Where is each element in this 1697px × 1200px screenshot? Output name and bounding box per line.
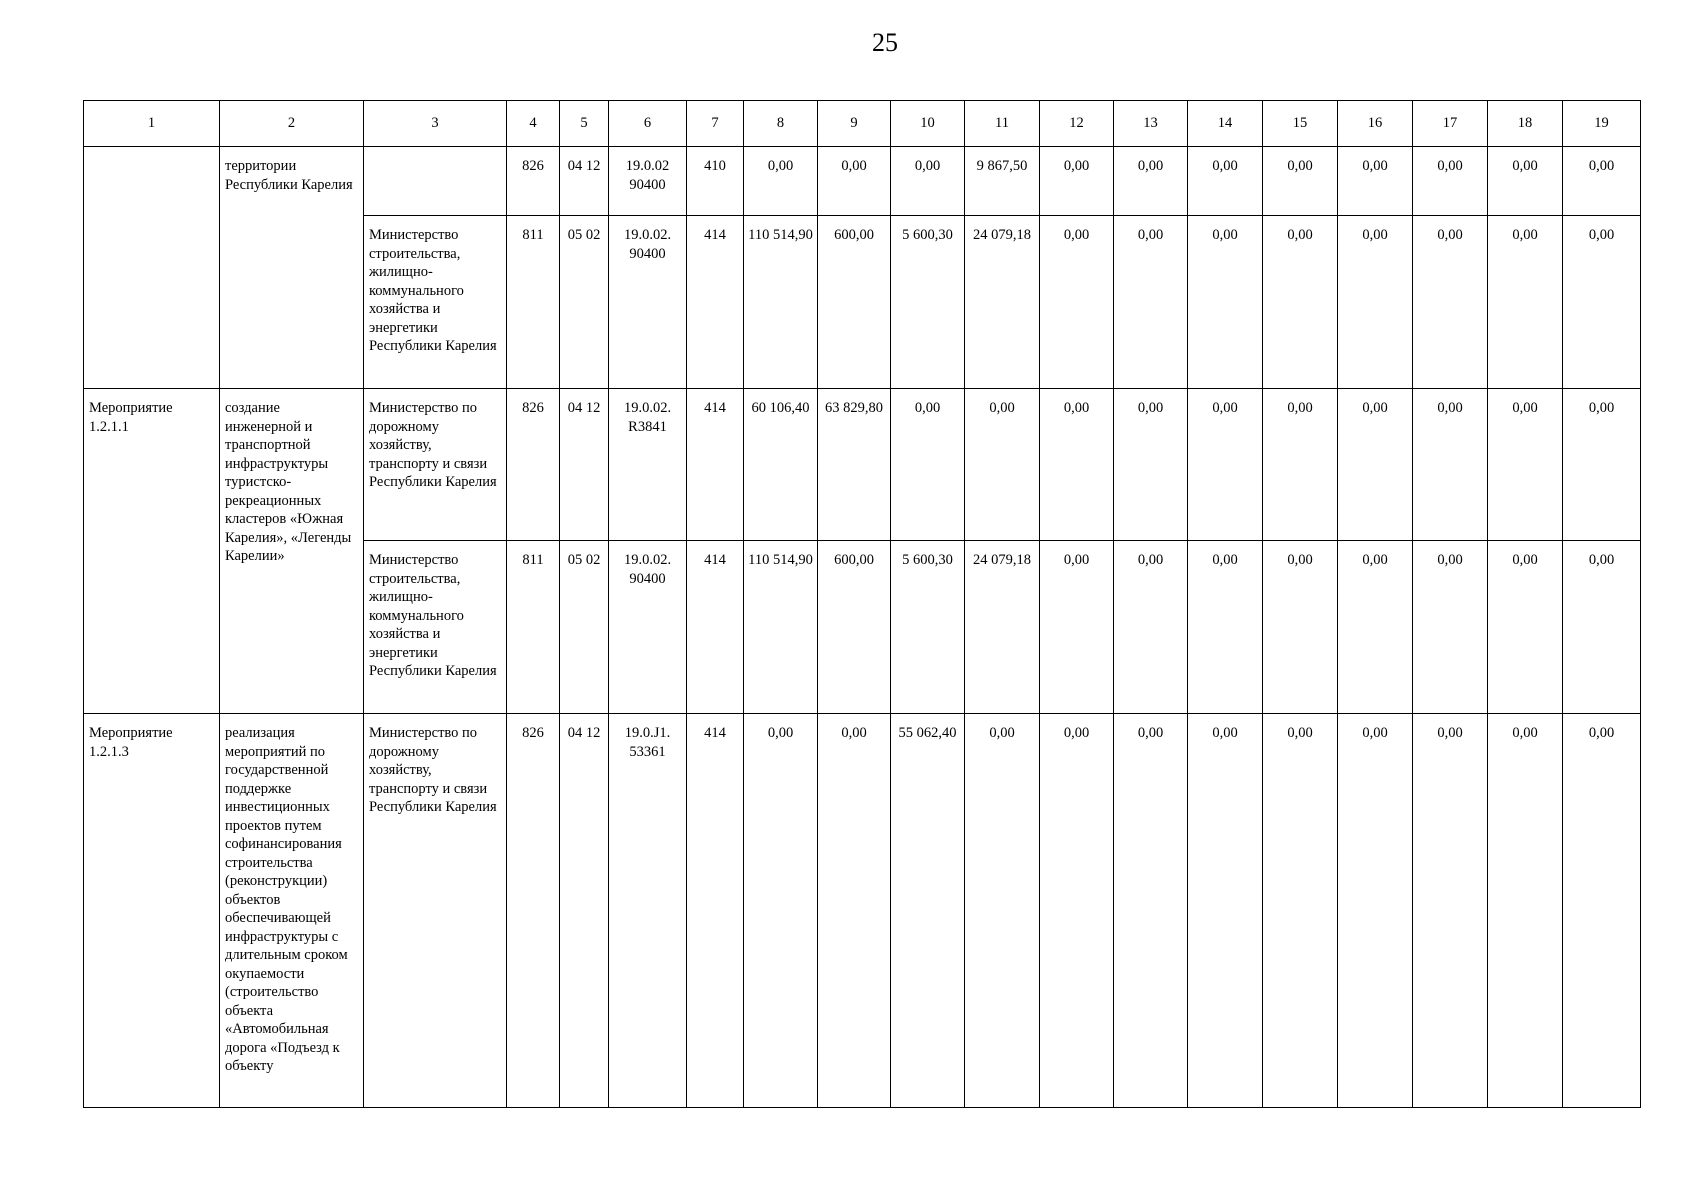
- value-cell: 0,00: [1338, 389, 1413, 541]
- value-cell: 0,00: [965, 714, 1040, 1108]
- header-cell: 12: [1040, 101, 1114, 147]
- value-cell: 0,00: [1114, 389, 1188, 541]
- value-cell: 0,00: [1263, 541, 1338, 714]
- value-cell: 811: [507, 541, 560, 714]
- value-cell: 0,00: [891, 147, 965, 216]
- value-cell: 0,00: [1563, 389, 1641, 541]
- executor-cell: [364, 147, 507, 216]
- value-cell: 19.0.02 90400: [609, 147, 687, 216]
- value-cell: 410: [687, 147, 744, 216]
- value-cell: 0,00: [744, 147, 818, 216]
- description-cell: реализация мероприятий по государственной поддержке инвестиционных проектов путем софинансирования строительства (реконструкции) объектов обеспечивающей инфраструктуры с длительным сроком окупаемости (строительство объекта «Автомобильная дорога «Подъезд к объекту: [220, 714, 364, 1108]
- value-cell: 414: [687, 389, 744, 541]
- value-cell: 19.0.J1. 53361: [609, 714, 687, 1108]
- header-cell: 9: [818, 101, 891, 147]
- value-cell: 0,00: [1338, 147, 1413, 216]
- activity-cell: Мероприятие 1.2.1.1: [84, 389, 220, 714]
- header-cell: 17: [1413, 101, 1488, 147]
- value-cell: 0,00: [1563, 714, 1641, 1108]
- value-cell: 24 079,18: [965, 216, 1040, 389]
- value-cell: 04 12: [560, 714, 609, 1108]
- header-cell: 5: [560, 101, 609, 147]
- value-cell: 0,00: [1488, 714, 1563, 1108]
- header-cell: 8: [744, 101, 818, 147]
- value-cell: 414: [687, 216, 744, 389]
- value-cell: 9 867,50: [965, 147, 1040, 216]
- header-cell: 19: [1563, 101, 1641, 147]
- value-cell: 0,00: [1188, 389, 1263, 541]
- header-cell: 2: [220, 101, 364, 147]
- header-cell: 3: [364, 101, 507, 147]
- executor-cell: Министерство по дорожному хозяйству, транспорту и связи Республики Карелия: [364, 389, 507, 541]
- value-cell: 05 02: [560, 541, 609, 714]
- activity-cell: Мероприятие 1.2.1.3: [84, 714, 220, 1108]
- header-cell: 7: [687, 101, 744, 147]
- value-cell: 0,00: [1188, 714, 1263, 1108]
- value-cell: 414: [687, 714, 744, 1108]
- header-cell: 16: [1338, 101, 1413, 147]
- value-cell: 04 12: [560, 389, 609, 541]
- value-cell: 0,00: [1338, 714, 1413, 1108]
- header-cell: 1: [84, 101, 220, 147]
- value-cell: 826: [507, 147, 560, 216]
- header-cell: 10: [891, 101, 965, 147]
- value-cell: 0,00: [744, 714, 818, 1108]
- value-cell: 0,00: [1114, 147, 1188, 216]
- value-cell: 0,00: [1188, 216, 1263, 389]
- value-cell: 110 514,90: [744, 216, 818, 389]
- value-cell: 0,00: [1413, 389, 1488, 541]
- value-cell: 5 600,30: [891, 541, 965, 714]
- header-cell: 11: [965, 101, 1040, 147]
- header-cell: 13: [1114, 101, 1188, 147]
- table-row: [84, 389, 1641, 541]
- header-cell: 4: [507, 101, 560, 147]
- value-cell: 0,00: [891, 389, 965, 541]
- value-cell: 414: [687, 541, 744, 714]
- value-cell: 5 600,30: [891, 216, 965, 389]
- table-row: [84, 714, 1641, 1108]
- value-cell: 826: [507, 389, 560, 541]
- value-cell: 0,00: [1413, 541, 1488, 714]
- header-cell: 6: [609, 101, 687, 147]
- header-cell: 18: [1488, 101, 1563, 147]
- description-cell: создание инженерной и транспортной инфраструктуры туристско-рекреационных кластеров «Южная Карелия», «Легенды Карелии»: [220, 389, 364, 714]
- value-cell: 63 829,80: [818, 389, 891, 541]
- value-cell: 600,00: [818, 216, 891, 389]
- value-cell: 0,00: [965, 389, 1040, 541]
- value-cell: 0,00: [1413, 714, 1488, 1108]
- value-cell: 110 514,90: [744, 541, 818, 714]
- value-cell: 0,00: [1413, 216, 1488, 389]
- value-cell: 0,00: [1114, 216, 1188, 389]
- value-cell: 0,00: [1488, 147, 1563, 216]
- value-cell: 811: [507, 216, 560, 389]
- value-cell: 0,00: [1263, 389, 1338, 541]
- value-cell: 0,00: [1263, 147, 1338, 216]
- value-cell: 0,00: [1263, 714, 1338, 1108]
- value-cell: 04 12: [560, 147, 609, 216]
- value-cell: 0,00: [1040, 389, 1114, 541]
- description-cell: территории Республики Карелия: [220, 147, 364, 389]
- value-cell: 0,00: [1040, 541, 1114, 714]
- header-row: [84, 101, 1641, 147]
- value-cell: 600,00: [818, 541, 891, 714]
- value-cell: 0,00: [1040, 714, 1114, 1108]
- value-cell: 0,00: [1488, 216, 1563, 389]
- value-cell: 0,00: [1188, 541, 1263, 714]
- value-cell: 0,00: [1488, 541, 1563, 714]
- executor-cell: Министерство строительства, жилищно-коммунального хозяйства и энергетики Республики Карелия: [364, 541, 507, 714]
- value-cell: 24 079,18: [965, 541, 1040, 714]
- value-cell: 0,00: [1338, 216, 1413, 389]
- value-cell: 0,00: [818, 714, 891, 1108]
- header-cell: 14: [1188, 101, 1263, 147]
- value-cell: 0,00: [1263, 216, 1338, 389]
- value-cell: 0,00: [1563, 147, 1641, 216]
- value-cell: 0,00: [1488, 389, 1563, 541]
- value-cell: 0,00: [1114, 714, 1188, 1108]
- value-cell: 0,00: [1563, 541, 1641, 714]
- value-cell: 826: [507, 714, 560, 1108]
- value-cell: 0,00: [1563, 216, 1641, 389]
- value-cell: 55 062,40: [891, 714, 965, 1108]
- value-cell: 0,00: [1040, 216, 1114, 389]
- value-cell: 0,00: [818, 147, 891, 216]
- value-cell: 0,00: [1114, 541, 1188, 714]
- value-cell: 19.0.02. R3841: [609, 389, 687, 541]
- value-cell: 19.0.02. 90400: [609, 541, 687, 714]
- value-cell: 05 02: [560, 216, 609, 389]
- budget-table: [83, 100, 1641, 1108]
- value-cell: 0,00: [1188, 147, 1263, 216]
- value-cell: 60 106,40: [744, 389, 818, 541]
- table-row: [84, 147, 1641, 216]
- executor-cell: Министерство по дорожному хозяйству, транспорту и связи Республики Карелия: [364, 714, 507, 1108]
- value-cell: 19.0.02. 90400: [609, 216, 687, 389]
- activity-cell: [84, 147, 220, 389]
- executor-cell: Министерство строительства, жилищно-коммунального хозяйства и энергетики Республики Карелия: [364, 216, 507, 389]
- header-cell: 15: [1263, 101, 1338, 147]
- page-number: 25: [872, 28, 898, 57]
- value-cell: 0,00: [1338, 541, 1413, 714]
- value-cell: 0,00: [1413, 147, 1488, 216]
- value-cell: 0,00: [1040, 147, 1114, 216]
